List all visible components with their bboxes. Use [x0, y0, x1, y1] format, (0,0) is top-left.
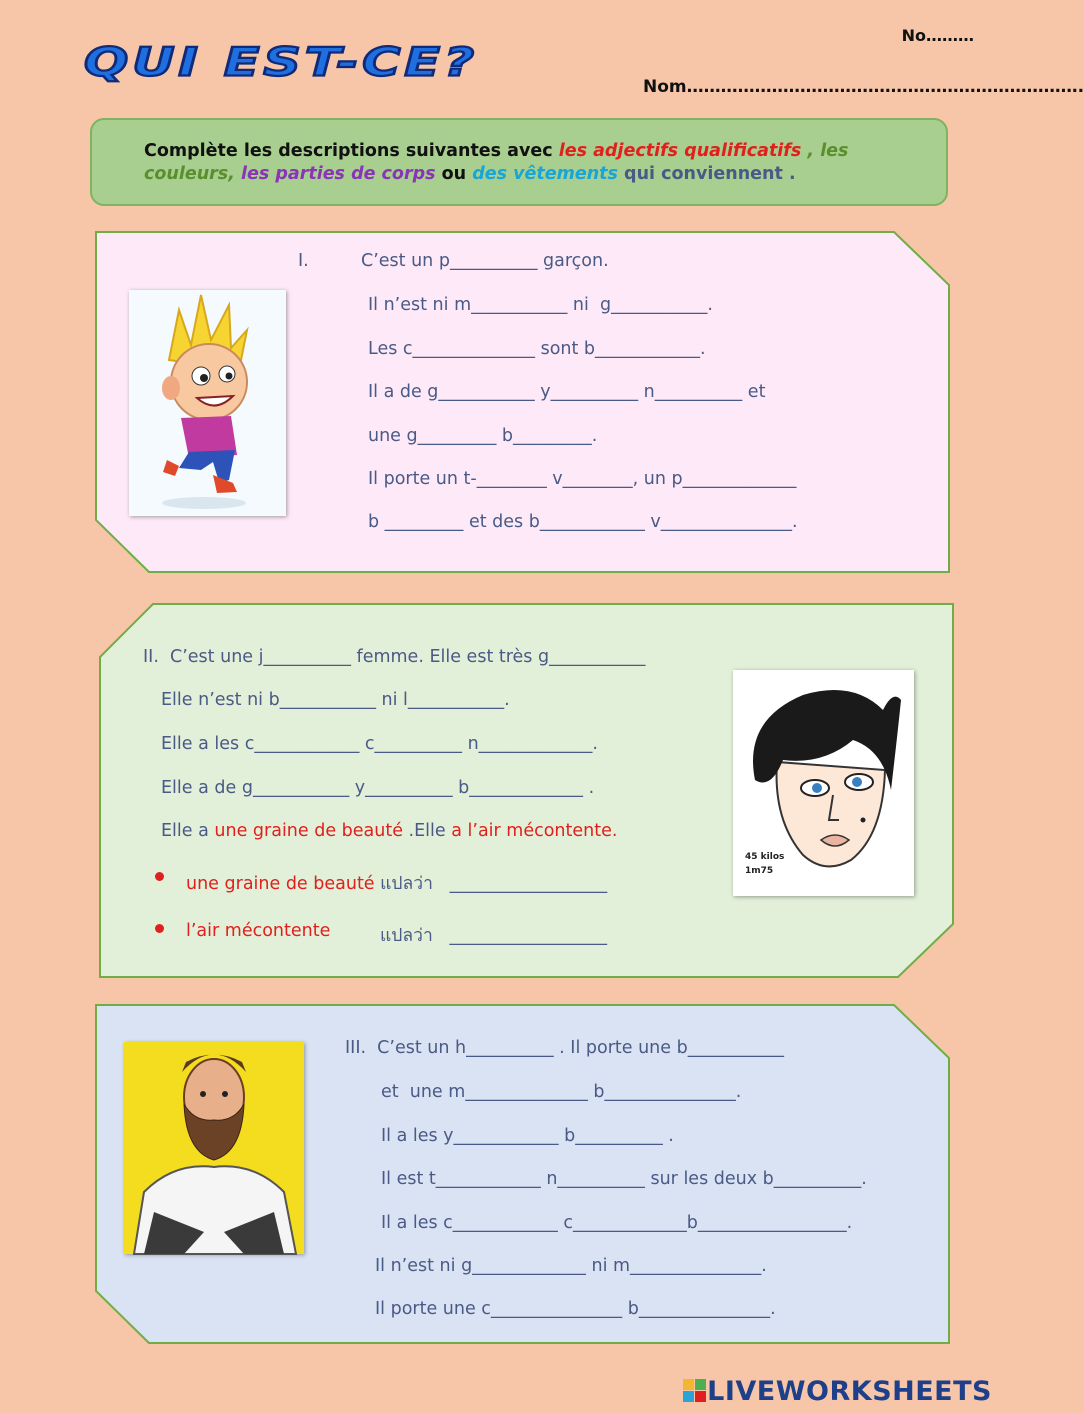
section3-line: Il a les c____________ c_____________b_________________.: [381, 1213, 853, 1233]
section3-line: Il n’est ni g_____________ ni m_______________.: [375, 1256, 767, 1276]
bullet-icon: [155, 924, 164, 933]
bullet2-term-line: [186, 921, 330, 941]
section3-line: Il porte une c_______________ b_______________.: [375, 1299, 776, 1319]
running-boy-icon: [129, 290, 286, 516]
bearded-man-icon: [124, 1042, 304, 1254]
section3-line: Il est t____________ n__________ sur les deux b__________.: [381, 1169, 867, 1189]
liveworksheets-logo: [683, 1376, 992, 1407]
instructions-colors: les couleurs,: [144, 141, 849, 184]
section2-line: [161, 821, 617, 841]
face-weight-note: 45 kilos: [745, 852, 785, 862]
section3-line: III. C’est un h__________ . Il porte une b___________: [345, 1038, 784, 1058]
instructions-or: ou: [435, 164, 473, 184]
section1-line: C’est un p__________ garçon.: [361, 251, 609, 271]
line5-part: .Elle: [402, 821, 452, 841]
instructions-adjectives: les adjectifs qualificatifs: [558, 141, 802, 161]
section2-line: Elle a de g___________ y__________ b_____________ .: [161, 778, 595, 798]
woman-face-icon: [733, 670, 914, 896]
instructions-end: qui conviennent .: [617, 164, 796, 184]
bullet2-translation: แปลว่า __________________: [380, 926, 607, 946]
boy-picture: [129, 290, 286, 516]
bullet1-translation: แปลว่า __________________: [374, 874, 608, 894]
section2-line: Elle n’est ni b___________ ni l___________.: [161, 690, 510, 710]
worksheet-title: QUI EST-CE?: [84, 40, 479, 85]
woman-face-picture: [733, 670, 914, 896]
name-field-label: Nom…………………………………………………………….: [643, 77, 1084, 97]
instructions-text: [144, 140, 934, 186]
face-height-note: 1m75: [745, 866, 774, 876]
bullet1-line: [186, 869, 607, 897]
bullet2-term: l’air mécontente: [186, 921, 331, 941]
bullet1-term: une graine de beauté: [186, 874, 375, 894]
live-blocks-icon: [683, 1379, 707, 1403]
section1-line: Il n’est ni m___________ ni g___________.: [368, 295, 713, 315]
instructions-part1: Complète les descriptions suivantes avec: [144, 141, 559, 161]
section3-line: et une m______________ b_______________.: [381, 1082, 742, 1102]
section2-line: Elle a les c____________ c__________ n_____________.: [161, 734, 598, 754]
line5-beauty-mark: une graine de beauté: [214, 821, 403, 841]
section1-line: Il a de g___________ y__________ n__________ et: [368, 382, 766, 402]
section1-line: Les c______________ sont b____________.: [368, 339, 706, 359]
instructions-body-parts: les parties de corps: [240, 164, 436, 184]
logo-text: LIVEWORKSHEETS: [707, 1376, 992, 1407]
section1-number: I.: [298, 251, 309, 271]
instructions-sep: ,: [801, 141, 821, 161]
instructions-clothes: des vêtements: [472, 164, 618, 184]
section1-line: Il porte un t-________ v________, un p_____________: [368, 469, 797, 489]
number-field-label: No………: [901, 26, 974, 45]
line5-part: Elle a: [161, 821, 215, 841]
section1-line: b _________ et des b____________ v_______________.: [368, 512, 798, 532]
line5-displeased: a l’air mécontente.: [451, 821, 618, 841]
section1-line: une g_________ b_________.: [368, 426, 598, 446]
bullet-icon: [155, 872, 164, 881]
section2-line: II. C’est une j__________ femme. Elle est très g___________: [143, 647, 646, 667]
section3-line: Il a les y____________ b__________ .: [381, 1126, 674, 1146]
instructions-box: [90, 118, 948, 206]
bearded-man-picture: [124, 1042, 304, 1254]
